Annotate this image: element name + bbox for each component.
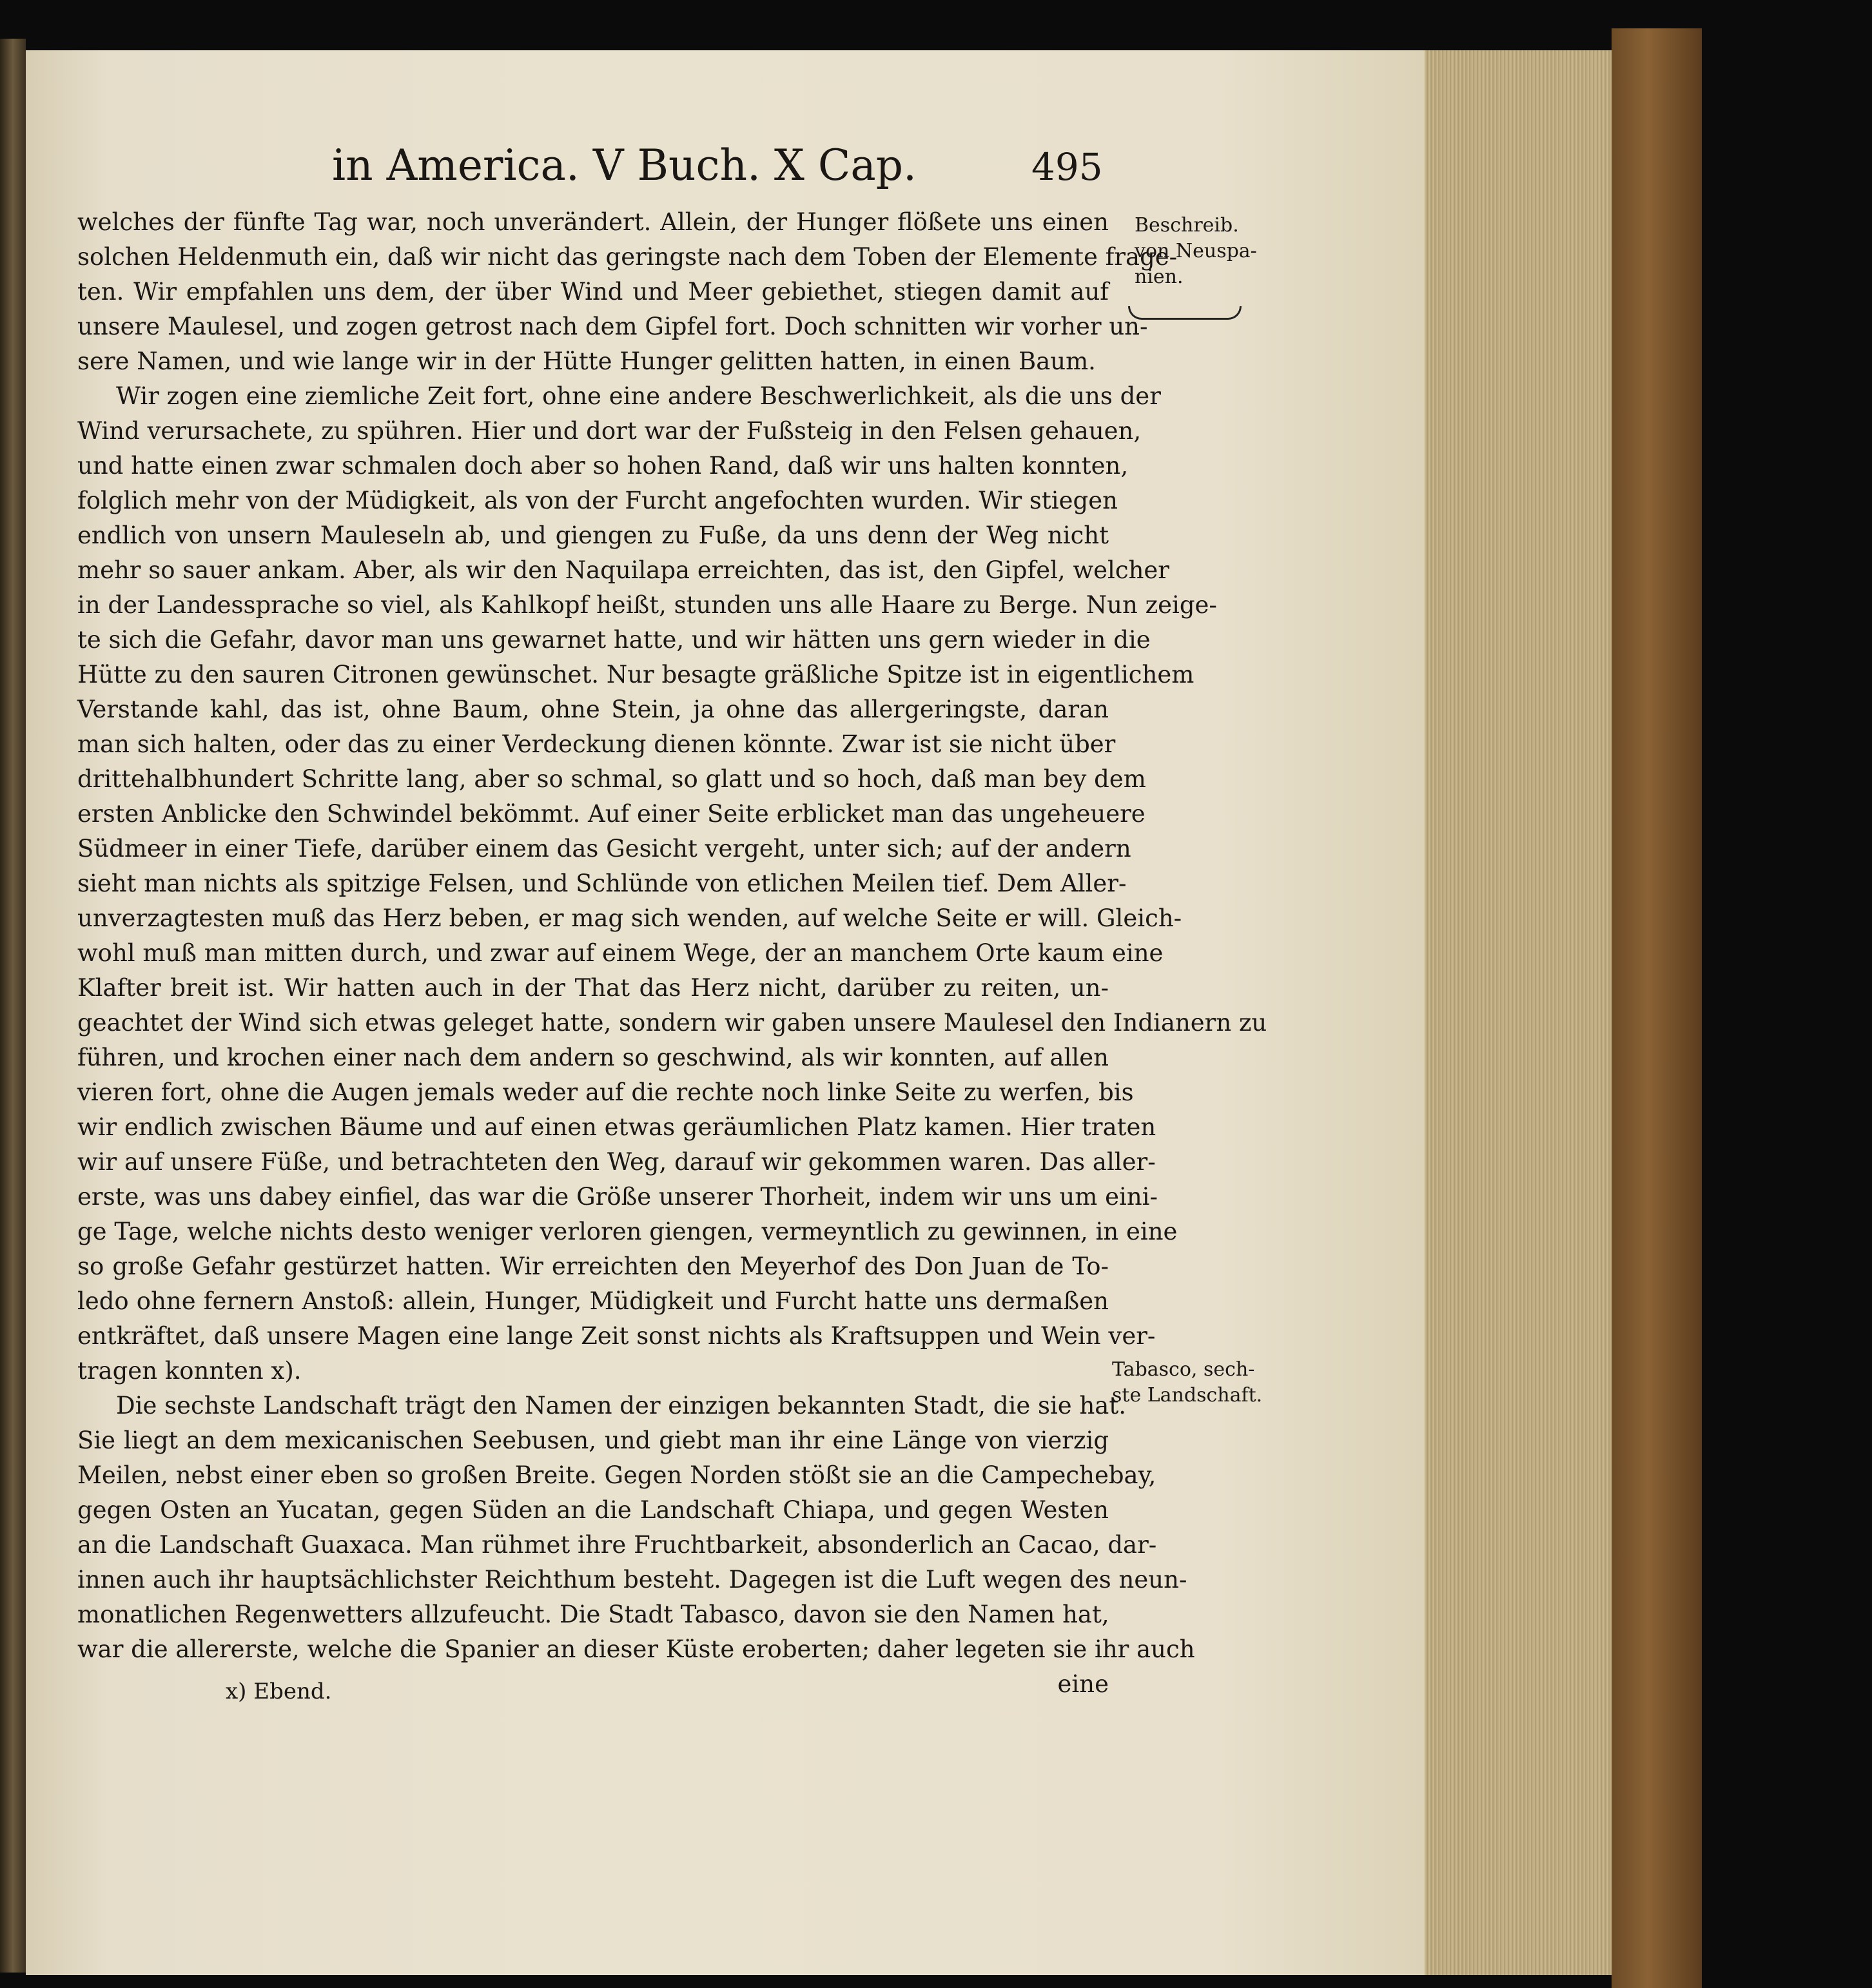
margin-note-line: nien. (1135, 266, 1184, 288)
margin-note-line: Tabasco, sech- (1112, 1358, 1255, 1381)
text-line: war die allererste, welche die Spanier an dieser Küste eroberten; daher legeten sie ihr auch (77, 1635, 1195, 1663)
text-line: erste, was uns dabey einfiel, das war die Größe unserer Thorheit, indem wir uns um eini- (77, 1183, 1158, 1211)
margin-note-tabasco (1112, 1357, 1267, 1408)
text-line: Sie liegt an dem mexicanischen Seebusen, und giebt man ihr eine Länge von vierzig (77, 1427, 1109, 1454)
margin-note-line: von Neuspa- (1135, 240, 1257, 262)
text-line: vieren fort, ohne die Augen jemals weder auf die rechte noch linke Seite zu werfen, bis (77, 1078, 1134, 1106)
text-line: unverzagtesten muß das Herz beben, er mag sich wenden, auf welche Seite er will. Gleich- (77, 904, 1182, 932)
text-line: gegen Osten an Yucatan, gegen Süden an die Landschaft Chiapa, und gegen Westen (77, 1496, 1109, 1524)
text-line: ge Tage, welche nichts desto weniger verloren giengen, vermeyntlich zu gewinnen, in eine (77, 1218, 1178, 1245)
book-left-edge (0, 39, 26, 1973)
text-line: wir endlich zwischen Bäume und auf einen etwas geräumlichen Platz kamen. Hier traten (77, 1113, 1156, 1141)
text-line: so große Gefahr gestürzet hatten. Wir erreichten den Meyerhof des Don Juan de To- (77, 1252, 1109, 1280)
text-line: Hütte zu den sauren Citronen gewünschet. Nur besagte gräßliche Spitze ist in eigentlichem (77, 661, 1194, 688)
text-line: Wir zogen eine ziemliche Zeit fort, ohne eine andere Beschwerlichkeit, als die uns der (116, 382, 1161, 410)
text-line: te sich die Gefahr, davor man uns gewarnet hatte, und wir hätten uns gern wieder in die (77, 626, 1151, 654)
page-number: 495 (1031, 145, 1103, 189)
text-line: innen auch ihr hauptsächlichster Reichthum besteht. Dagegen ist die Luft wegen des neun- (77, 1566, 1187, 1593)
text-line: Verstande kahl, das ist, ohne Baum, ohne Stein, ja ohne das allergeringste, daran (77, 696, 1109, 723)
text-line: Wind verursachete, zu spühren. Hier und dort war der Fußsteig in den Felsen gehauen, (77, 417, 1142, 445)
text-line: Klafter breit ist. Wir hatten auch in der That das Herz nicht, darüber zu reiten, un- (77, 974, 1109, 1002)
text-line: ledo ohne fernern Anstoß: allein, Hunger, Müdigkeit und Furcht hatte uns dermaßen (77, 1287, 1109, 1315)
page-edges (1425, 50, 1612, 1975)
text-line: endlich von unsern Mauleseln ab, und giengen zu Fuße, da uns denn der Weg nicht (77, 521, 1109, 549)
text-line: folglich mehr von der Müdigkeit, als von der Furcht angefochten wurden. Wir stiegen (77, 487, 1118, 514)
text-line: ten. Wir empfahlen uns dem, der über Wind und Meer gebiethet, stiegen damit auf (77, 278, 1109, 306)
text-line: wir auf unsere Füße, und betrachteten den Weg, darauf wir gekommen waren. Das aller- (77, 1148, 1156, 1176)
catchword: eine (1057, 1670, 1109, 1698)
text-line: Die sechste Landschaft trägt den Namen der einzigen bekannten Stadt, die sie hat. (116, 1392, 1126, 1419)
text-line: welches der fünfte Tag war, noch unverändert. Allein, der Hunger flößete uns einen (77, 208, 1109, 236)
text-line: unsere Maulesel, und zogen getrost nach dem Gipfel fort. Doch schnitten wir vorher un- (77, 313, 1148, 340)
text-line: führen, und krochen einer nach dem andern so geschwind, als wir konnten, auf allen (77, 1044, 1109, 1071)
text-line: geachtet der Wind sich etwas geleget hatte, sondern wir gaben unsere Maulesel den Indianern zu (77, 1009, 1267, 1037)
text-line: sieht man nichts als spitzige Felsen, und Schlünde von etlichen Meilen tief. Dem Aller- (77, 870, 1127, 897)
text-line: ersten Anblicke den Schwindel bekömmt. Auf einer Seite erblicket man das ungeheuere (77, 800, 1146, 828)
text-line: solchen Heldenmuth ein, daß wir nicht das geringste nach dem Toben der Elemente frage- (77, 243, 1178, 271)
text-line: monatlichen Regenwetters allzufeucht. Die Stadt Tabasco, davon sie den Namen hat, (77, 1601, 1109, 1628)
text-line: und hatte einen zwar schmalen doch aber so hohen Rand, daß wir uns halten konnten, (77, 452, 1129, 480)
text-line: mehr so sauer ankam. Aber, als wir den Naquilapa erreichten, das ist, den Gipfel, welcher (77, 556, 1169, 584)
text-line: in der Landessprache so viel, als Kahlkopf heißt, stunden uns alle Haare zu Berge. Nun zeige- (77, 591, 1217, 619)
text-line: Südmeer in einer Tiefe, darüber einem das Gesicht vergeht, unter sich; auf der andern (77, 835, 1131, 862)
text-line: an die Landschaft Guaxaca. Man rühmet ihre Fruchtbarkeit, absonderlich an Cacao, dar- (77, 1531, 1157, 1559)
text-line: man sich halten, oder das zu einer Verdeckung dienen könnte. Zwar ist sie nicht über (77, 730, 1116, 758)
footnote: x) Ebend. (226, 1679, 332, 1704)
book-cover-edge (1612, 28, 1702, 1988)
text-line: entkräftet, daß unsere Magen eine lange Zeit sonst nichts als Kraftsuppen und Wein ver- (77, 1322, 1156, 1350)
text-line: sere Namen, und wie lange wir in der Hütte Hunger gelitten hatten, in einen Baum. (77, 347, 1096, 375)
text-line: wohl muß man mitten durch, und zwar auf einem Wege, der an manchem Orte kaum eine (77, 939, 1164, 967)
text-line: drittehalbhundert Schritte lang, aber so schmal, so glatt und so hoch, daß man bey dem (77, 765, 1146, 793)
margin-note-line: Beschreib. (1135, 214, 1239, 237)
text-line: Meilen, nebst einer eben so großen Breite. Gegen Norden stößt sie an die Campechebay, (77, 1461, 1156, 1489)
running-head: in America. V Buch. X Cap. (332, 141, 917, 190)
margin-note-line: ste Landschaft. (1112, 1384, 1263, 1407)
text-line: tragen konnten x). (77, 1357, 302, 1385)
